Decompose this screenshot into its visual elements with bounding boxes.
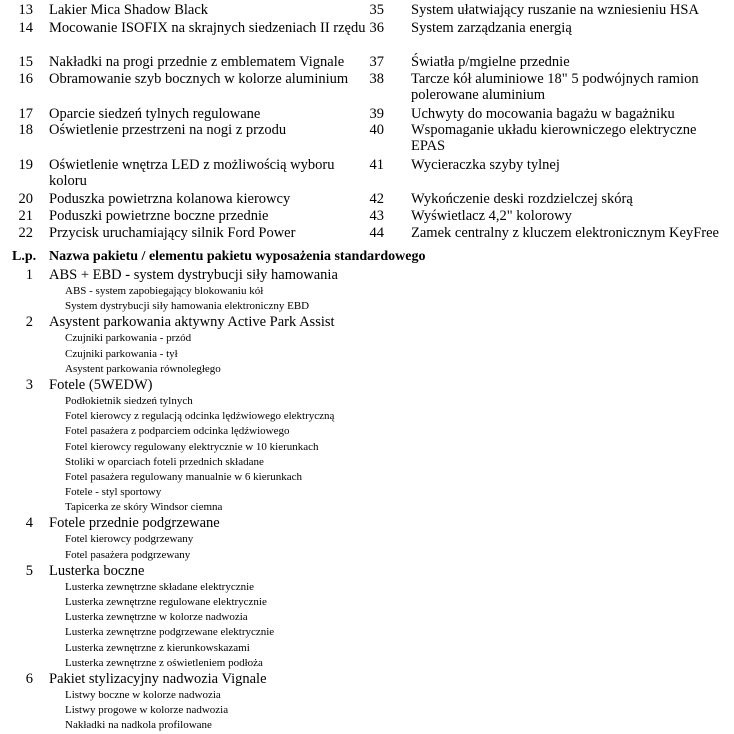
feature-number: 44 bbox=[369, 225, 384, 241]
feature-number: 22 bbox=[18, 225, 33, 241]
package-number: 4 bbox=[25, 515, 33, 532]
feature-number: 43 bbox=[369, 208, 384, 224]
feature-number: 19 bbox=[18, 157, 33, 173]
package-name-column-header: Nazwa pakietu / elementu pakietu wyposażenia standardowego bbox=[49, 249, 426, 264]
feature-text: Wykończenie deski rozdzielczej skórą bbox=[411, 191, 633, 207]
feature-text: Mocowanie ISOFIX na skrajnych siedzeniach II rzędu bbox=[49, 20, 366, 36]
feature-number: 15 bbox=[18, 54, 33, 70]
package-element: Fotel pasażera podgrzewany bbox=[65, 548, 191, 561]
package-name: Asystent parkowania aktywny Active Park Assist bbox=[49, 314, 335, 331]
feature-text: Wyświetlacz 4,2" kolorowy bbox=[411, 208, 572, 224]
feature-text: Oparcie siedzeń tylnych regulowane bbox=[49, 106, 261, 122]
feature-number: 35 bbox=[369, 2, 384, 18]
feature-number: 16 bbox=[18, 71, 33, 87]
feature-text: Wspomaganie układu kierowniczego elektryczne EPAS bbox=[411, 122, 697, 154]
package-item bbox=[0, 563, 734, 671]
package-element: Fotel pasażera z podparciem odcinka lędźwiowego bbox=[65, 425, 290, 438]
package-element: Fotel kierowcy regulowany elektrycznie w 10 kierunkach bbox=[65, 440, 319, 453]
package-element: Listwy boczne w kolorze nadwozia bbox=[65, 688, 221, 701]
package-element: Lusterka zewnętrzne podgrzewane elektrycznie bbox=[65, 626, 275, 639]
package-title-row bbox=[0, 515, 734, 532]
package-number: 6 bbox=[25, 670, 33, 687]
package-name: Lusterka boczne bbox=[49, 562, 145, 579]
feature-text: Poduszka powietrzna kolanowa kierowcy bbox=[49, 191, 291, 207]
feature-number: 14 bbox=[18, 20, 33, 36]
package-title-row bbox=[0, 563, 734, 580]
package-name: Fotele (5WEDW) bbox=[49, 376, 153, 393]
feature-number: 20 bbox=[18, 191, 33, 207]
feature-number: 37 bbox=[369, 54, 384, 70]
feature-number: 40 bbox=[369, 122, 384, 138]
package-element: Lusterka zewnętrzne z kierunkowskazami bbox=[65, 641, 250, 654]
package-element: ABS - system zapobiegający blokowaniu kół bbox=[65, 285, 264, 297]
feature-text: Tarcze kół aluminiowe 18" 5 podwójnych ramion polerowane aluminium bbox=[411, 71, 699, 103]
package-element: Asystent parkowania równoległego bbox=[65, 362, 221, 375]
feature-text: Lakier Mica Shadow Black bbox=[49, 2, 209, 18]
feature-number: 42 bbox=[369, 191, 384, 207]
package-element: Stoliki w oparciach foteli przednich składane bbox=[65, 455, 264, 468]
package-element: Listwy progowe w kolorze nadwozia bbox=[65, 704, 229, 717]
feature-number: 13 bbox=[18, 2, 33, 18]
package-element: System dystrybucji siły hamowania elektroniczny EBD bbox=[65, 300, 310, 313]
package-element: Fotel kierowcy podgrzewany bbox=[65, 533, 194, 546]
package-item bbox=[0, 377, 734, 516]
package-item bbox=[0, 314, 734, 377]
package-item bbox=[0, 671, 734, 734]
package-element: Tapicerka ze skóry Windsor ciemna bbox=[65, 501, 223, 514]
feature-number: 41 bbox=[369, 157, 384, 173]
lp-column-header: L.p. bbox=[12, 249, 37, 264]
package-element: Lusterka zewnętrzne regulowane elektrycznie bbox=[65, 596, 267, 608]
feature-text: Zamek centralny z kluczem elektronicznym KeyFree bbox=[411, 225, 719, 241]
package-element: Fotele - styl sportowy bbox=[65, 486, 162, 499]
package-element: Czujniki parkowania - przód bbox=[65, 332, 192, 345]
package-element: Lusterka zewnętrzne składane elektrycznie bbox=[65, 580, 255, 593]
package-element: Lusterka zewnętrzne w kolorze nadwozia bbox=[65, 611, 248, 624]
package-title-row bbox=[0, 377, 734, 394]
package-title-row bbox=[0, 671, 734, 688]
feature-text: Obramowanie szyb bocznych w kolorze aluminium bbox=[49, 71, 349, 87]
package-element: Lusterka zewnętrzne z oświetleniem podłoża bbox=[65, 656, 263, 669]
feature-number: 39 bbox=[369, 106, 384, 122]
package-number: 2 bbox=[25, 314, 33, 331]
package-element: Fotel pasażera regulowany manualnie w 6 kierunkach bbox=[65, 470, 303, 483]
package-title-row bbox=[0, 267, 734, 284]
feature-number: 36 bbox=[369, 20, 384, 36]
package-title-row bbox=[0, 314, 734, 331]
package-element: Fotel kierowcy z regulacją odcinka lędźwiowego elektryczną bbox=[65, 410, 335, 423]
feature-text: Oświetlenie wnętrza LED z możliwością wyboru koloru bbox=[49, 157, 335, 189]
package-name: ABS + EBD - system dystrybucji siły hamowania bbox=[49, 267, 338, 283]
feature-text: Wycieraczka szyby tylnej bbox=[411, 157, 560, 173]
feature-text: System ułatwiający ruszanie na wzniesieniu HSA bbox=[411, 2, 699, 18]
feature-number: 17 bbox=[18, 106, 33, 122]
feature-number: 38 bbox=[369, 71, 384, 87]
feature-number: 21 bbox=[18, 208, 33, 224]
feature-text: Nakładki na progi przednie z emblematem Vignale bbox=[49, 54, 345, 70]
package-list bbox=[0, 267, 734, 734]
package-number: 5 bbox=[25, 562, 33, 579]
package-number: 1 bbox=[25, 267, 33, 283]
package-element: Czujniki parkowania - tył bbox=[65, 347, 178, 360]
feature-text: System zarządzania energią bbox=[411, 20, 572, 36]
package-name: Pakiet stylizacyjny nadwozia Vignale bbox=[49, 670, 267, 687]
feature-text: Przycisk uruchamiający silnik Ford Power bbox=[49, 225, 296, 241]
package-item bbox=[0, 515, 734, 562]
package-item bbox=[0, 267, 734, 314]
package-element: Nakładki na nadkola profilowane bbox=[65, 719, 212, 732]
feature-number: 18 bbox=[18, 122, 33, 138]
feature-text: Światła p/mgielne przednie bbox=[411, 54, 570, 70]
feature-text: Uchwyty do mocowania bagażu w bagażniku bbox=[411, 106, 675, 122]
package-number: 3 bbox=[25, 376, 33, 393]
feature-text: Poduszki powietrzne boczne przednie bbox=[49, 208, 269, 224]
package-name: Fotele przednie podgrzewane bbox=[49, 515, 220, 532]
feature-text: Oświetlenie przestrzeni na nogi z przodu bbox=[49, 122, 287, 138]
package-element: Podłokietnik siedzeń tylnych bbox=[65, 394, 193, 407]
